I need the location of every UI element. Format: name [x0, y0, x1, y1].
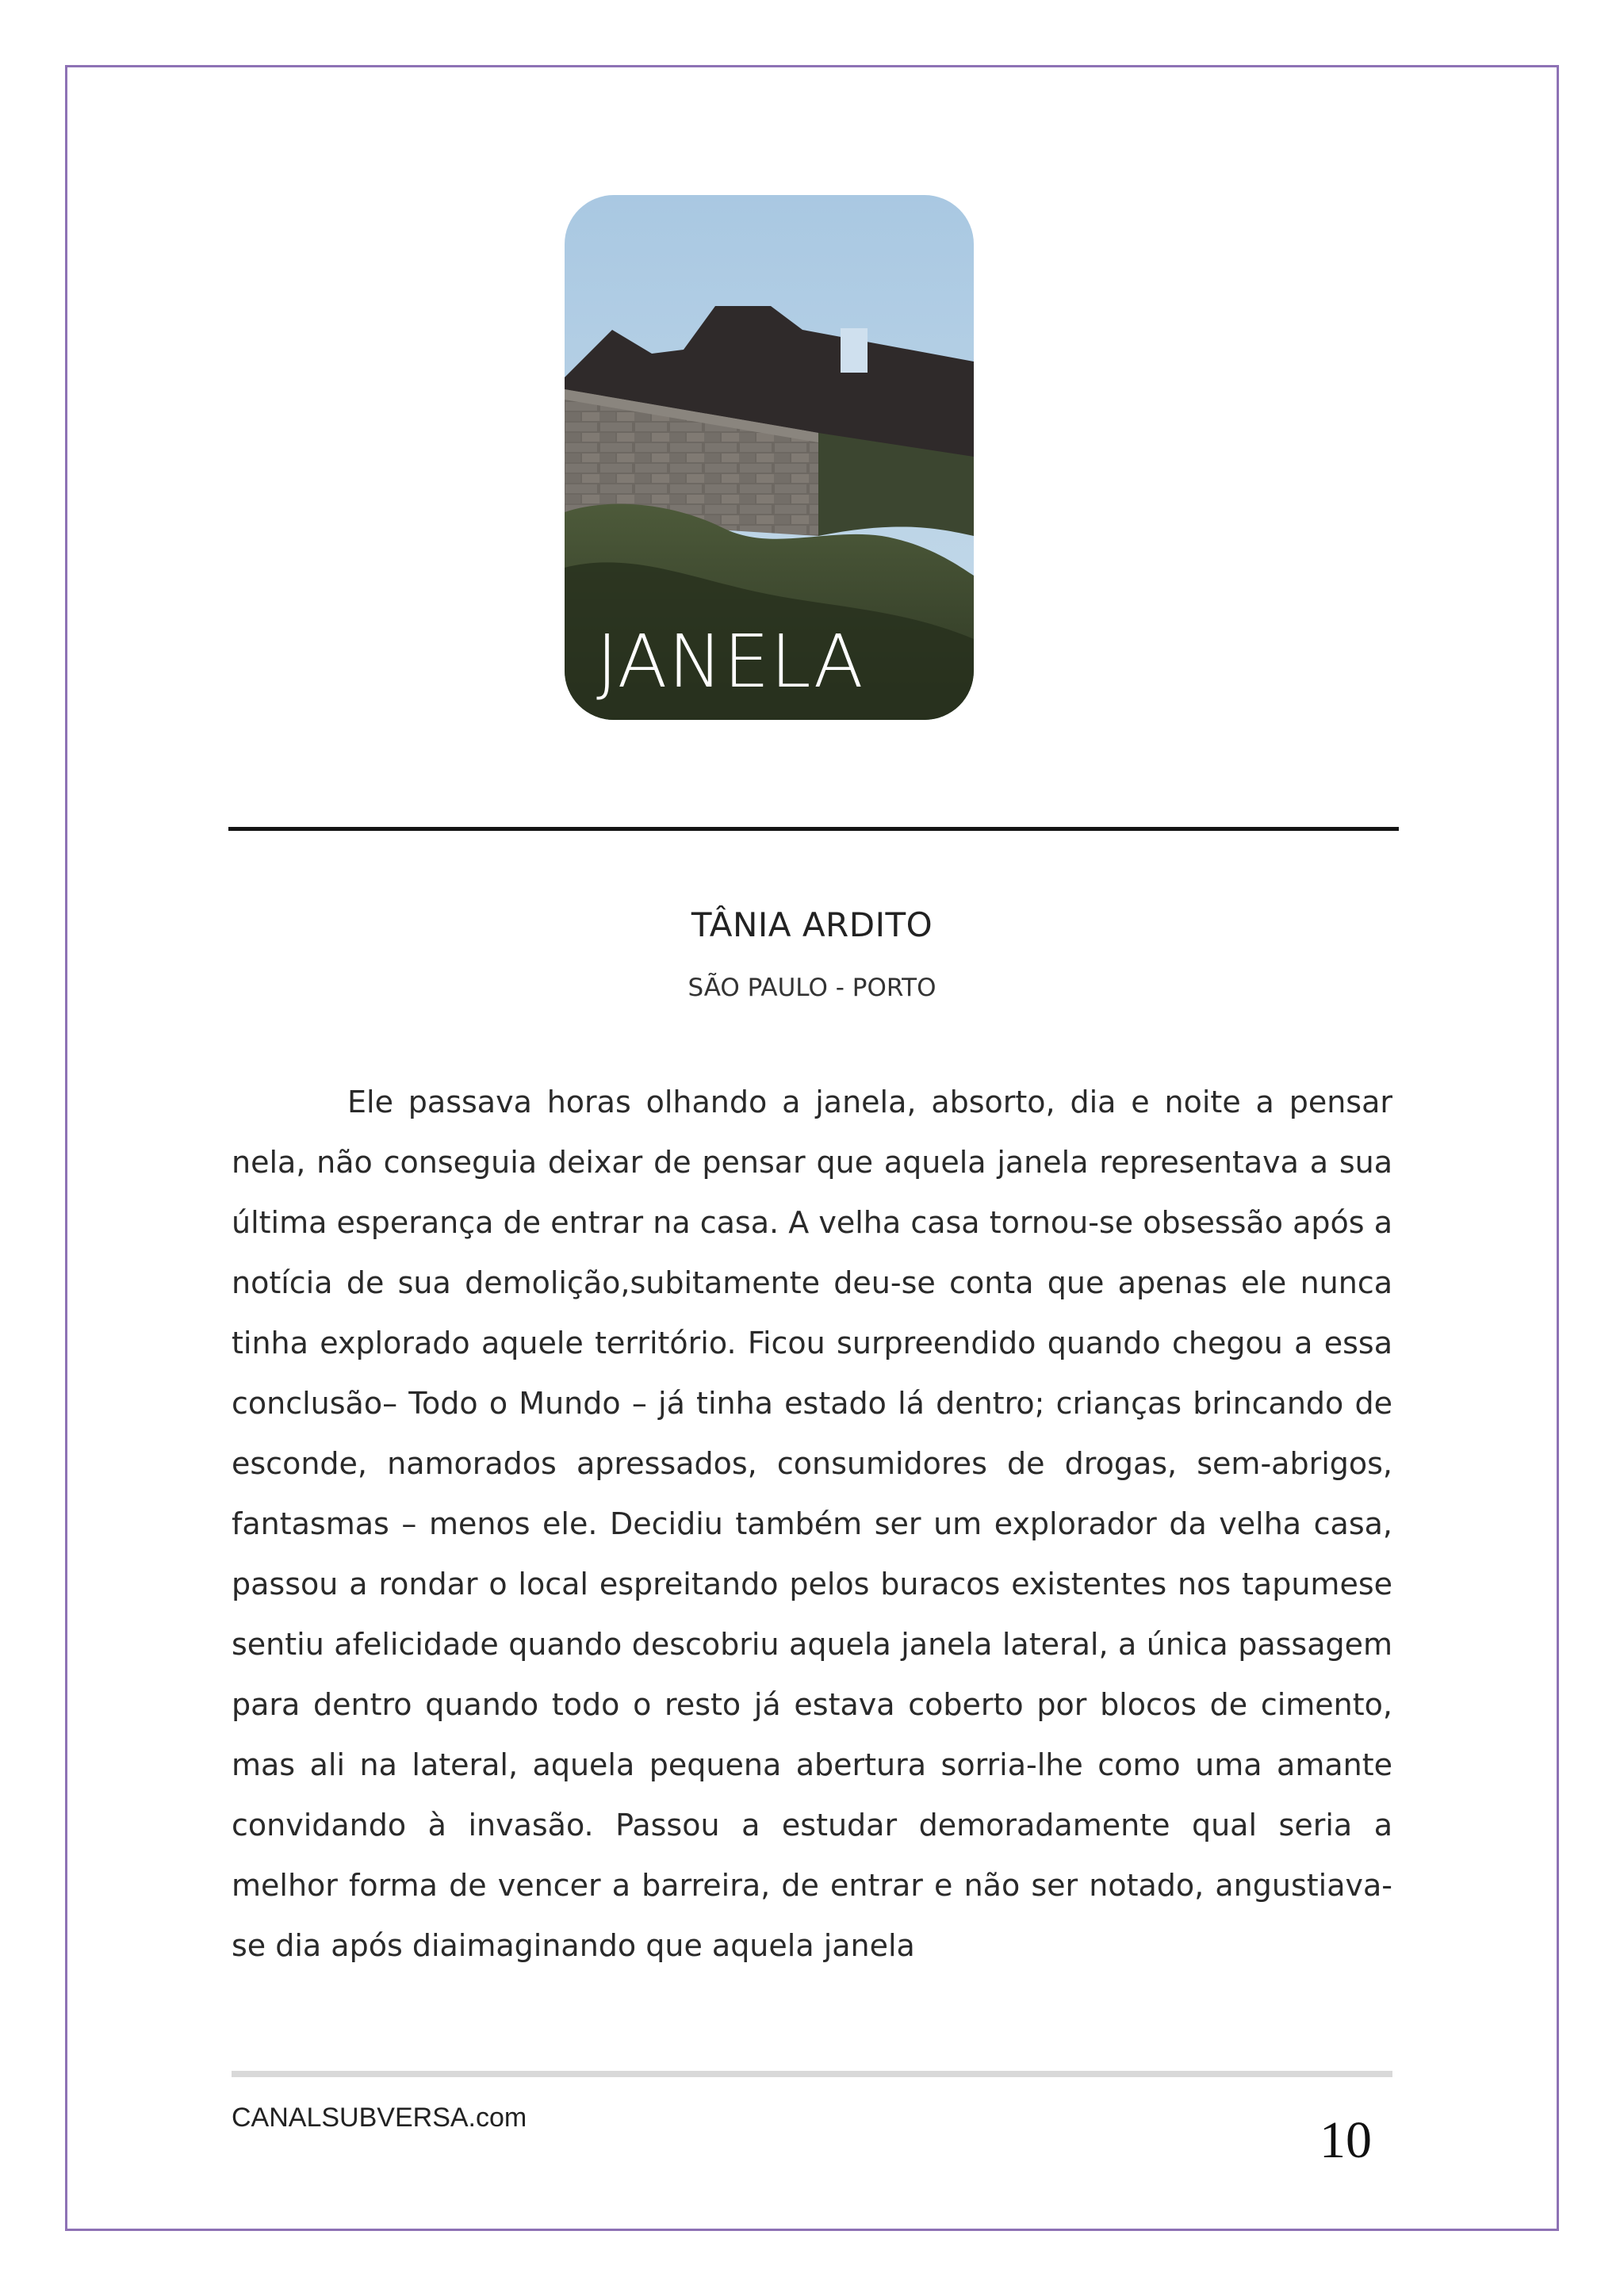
story-paragraph: Ele passava horas olhando a janela, absorto, dia e noite a pensar nela, não conseguia deixar de pensar que aquela janela representava a sua última esperança de entrar na casa. A velha casa tornou-se obsessão após a notícia de sua demolição,subitamente deu-se conta que apenas ele nunca tinha explorado aquele território. Ficou surpreendido quando chegou a essa conclusão– Todo o Mundo – já tinha estado lá dentro; crianças brincando de esconde, namorados apressados, consumidores de drogas, sem-abrigos, fantasmas – menos ele. Decidiu também ser um explorador da velha casa, passou a rondar o local espreitando pelos buracos existentes nos tapumese sentiu afelicidade quando descobriu aquela janela lateral, a única passagem para dentro quando todo o resto já estava coberto por blocos de cimento, mas ali na lateral, aquela pequena abertura sorria-lhe como uma amante convidando à invasão. Passou a estudar demoradamente qual seria a melhor forma de vencer a barreira, de entrar e não ser notado, angustiava-se dia após diaimaginando que aquela janela	[232, 1085, 1392, 1963]
cover-image	[565, 195, 974, 720]
title-divider	[228, 827, 1399, 831]
author-location: SÃO PAULO - PORTO	[688, 974, 936, 1002]
page-number: 10	[1320, 2111, 1372, 2169]
cover-title: JANELA	[596, 619, 864, 704]
author-name: TÂNIA ARDITO	[691, 905, 933, 944]
footer-site-link[interactable]: CANALSUBVERSA.com	[232, 2103, 527, 2133]
footer-divider	[232, 2071, 1392, 2077]
